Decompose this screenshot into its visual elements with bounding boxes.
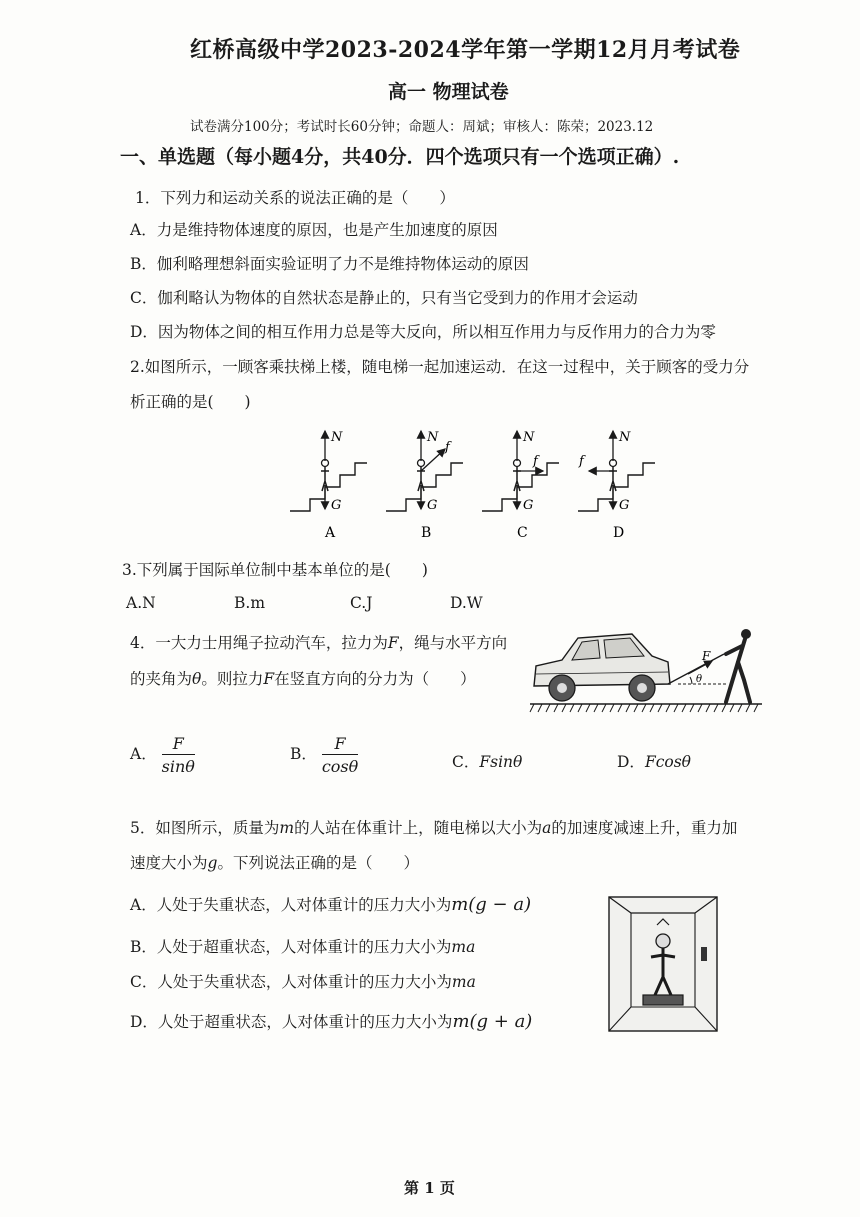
q5-option-a: A．人处于失重状态，人对体重计的压力大小为m(g − a) — [130, 894, 532, 915]
q1-option-c: C．伽利略认为物体的自然状态是静止的，只有当它受到力的作用才会运动 — [130, 289, 638, 307]
q4-stem-line2: 的夹角为θ。则拉力F在竖直方向的分力为（ ） — [130, 670, 476, 688]
q1-option-b: B．伽利略理想斜面实验证明了力不是维持物体运动的原因 — [130, 255, 529, 273]
q4-option-c: C．Fsinθ — [452, 753, 523, 771]
q5-stem-line1: 5．如图所示，质量为m的人站在体重计上，随电梯以大小为a的加速度减速上升，重力加 — [130, 819, 738, 837]
q3-option-a: A.N — [126, 594, 156, 612]
q4-option-a: A． $\frac{F}{\sin\theta}$ — [130, 734, 195, 776]
q2-a-force-g: G — [331, 498, 342, 513]
q1-option-d: D．因为物体之间的相互作用力总是等大反向，所以相互作用力与反作用力的合力为零 — [130, 323, 716, 341]
q2-figure-label-d: D — [613, 525, 625, 541]
q2-figures — [285, 425, 665, 545]
q2-c-force-n: N — [523, 430, 535, 445]
q2-stem-line1: 2.如图所示，一顾客乘扶梯上楼，随电梯一起加速运动．在这一过程中，关于顾客的受力分 — [130, 358, 750, 376]
q5-option-b: B．人处于超重状态，人对体重计的压力大小为ma — [130, 938, 476, 956]
section-heading: 一、单选题（每小题4分，共40分．四个选项只有一个选项正确）. — [120, 146, 680, 168]
q2-a-force-n: N — [331, 430, 343, 445]
q2-d-force-f: f — [579, 454, 584, 469]
q5-option-d: D．人处于超重状态，人对体重计的压力大小为m(g + a) — [130, 1011, 533, 1032]
exam-subtitle: 高一 物理试卷 — [388, 81, 509, 103]
q2-figure-c — [482, 430, 559, 541]
q3-stem: 3.下列属于国际单位制中基本单位的是( ) — [122, 561, 428, 579]
q4-option-d: D．Fcosθ — [617, 753, 691, 771]
q3-option-b: B.m — [234, 594, 266, 612]
q5-figure — [607, 895, 721, 1035]
exam-title: 红桥高级中学2023-2024学年第一学期12月月考试卷 — [190, 37, 741, 63]
q2-figure-label-a: A — [325, 525, 336, 541]
q4-option-b: B． $\frac{F}{\cos\theta}$ — [290, 734, 359, 776]
q2-figure-d — [578, 430, 655, 541]
q5-stem-line2: 速度大小为g。下列说法正确的是（ ） — [130, 854, 419, 872]
q1-option-a: A．力是维持物体速度的原因，也是产生加速度的原因 — [130, 221, 498, 239]
q2-stem-line2: 析正确的是( ) — [130, 393, 251, 411]
q1-stem: 1．下列力和运动关系的说法正确的是（ ） — [135, 189, 455, 207]
q4-figure-force-label: F — [702, 649, 711, 663]
q2-d-force-n: N — [619, 430, 631, 445]
q5-option-c: C．人处于失重状态，人对体重计的压力大小为ma — [130, 973, 476, 991]
q4-figure-angle-label: θ — [696, 674, 703, 685]
page-footer: 第 1 页 — [404, 1179, 455, 1197]
q4-figure — [528, 622, 764, 718]
q2-figure-label-b: B — [421, 525, 432, 541]
q3-option-d: D.W — [450, 594, 483, 612]
q2-c-force-f: f — [533, 454, 538, 469]
q2-b-force-f: f — [445, 440, 450, 455]
q3-option-c: C.J — [350, 594, 373, 612]
q2-figure-a — [290, 430, 367, 541]
q4-stem-line1: 4．一大力士用绳子拉动汽车，拉力为F，绳与水平方向 — [130, 634, 508, 652]
exam-meta: 试卷满分100分；考试时长60分钟；命题人：周斌；审核人：陈荣；2023.12 — [190, 119, 654, 135]
q2-b-force-g: G — [427, 498, 438, 513]
q2-figure-b — [386, 430, 463, 541]
q2-c-force-g: G — [523, 498, 534, 513]
q2-figure-label-c: C — [517, 525, 528, 541]
q2-b-force-n: N — [427, 430, 439, 445]
q2-d-force-g: G — [619, 498, 630, 513]
